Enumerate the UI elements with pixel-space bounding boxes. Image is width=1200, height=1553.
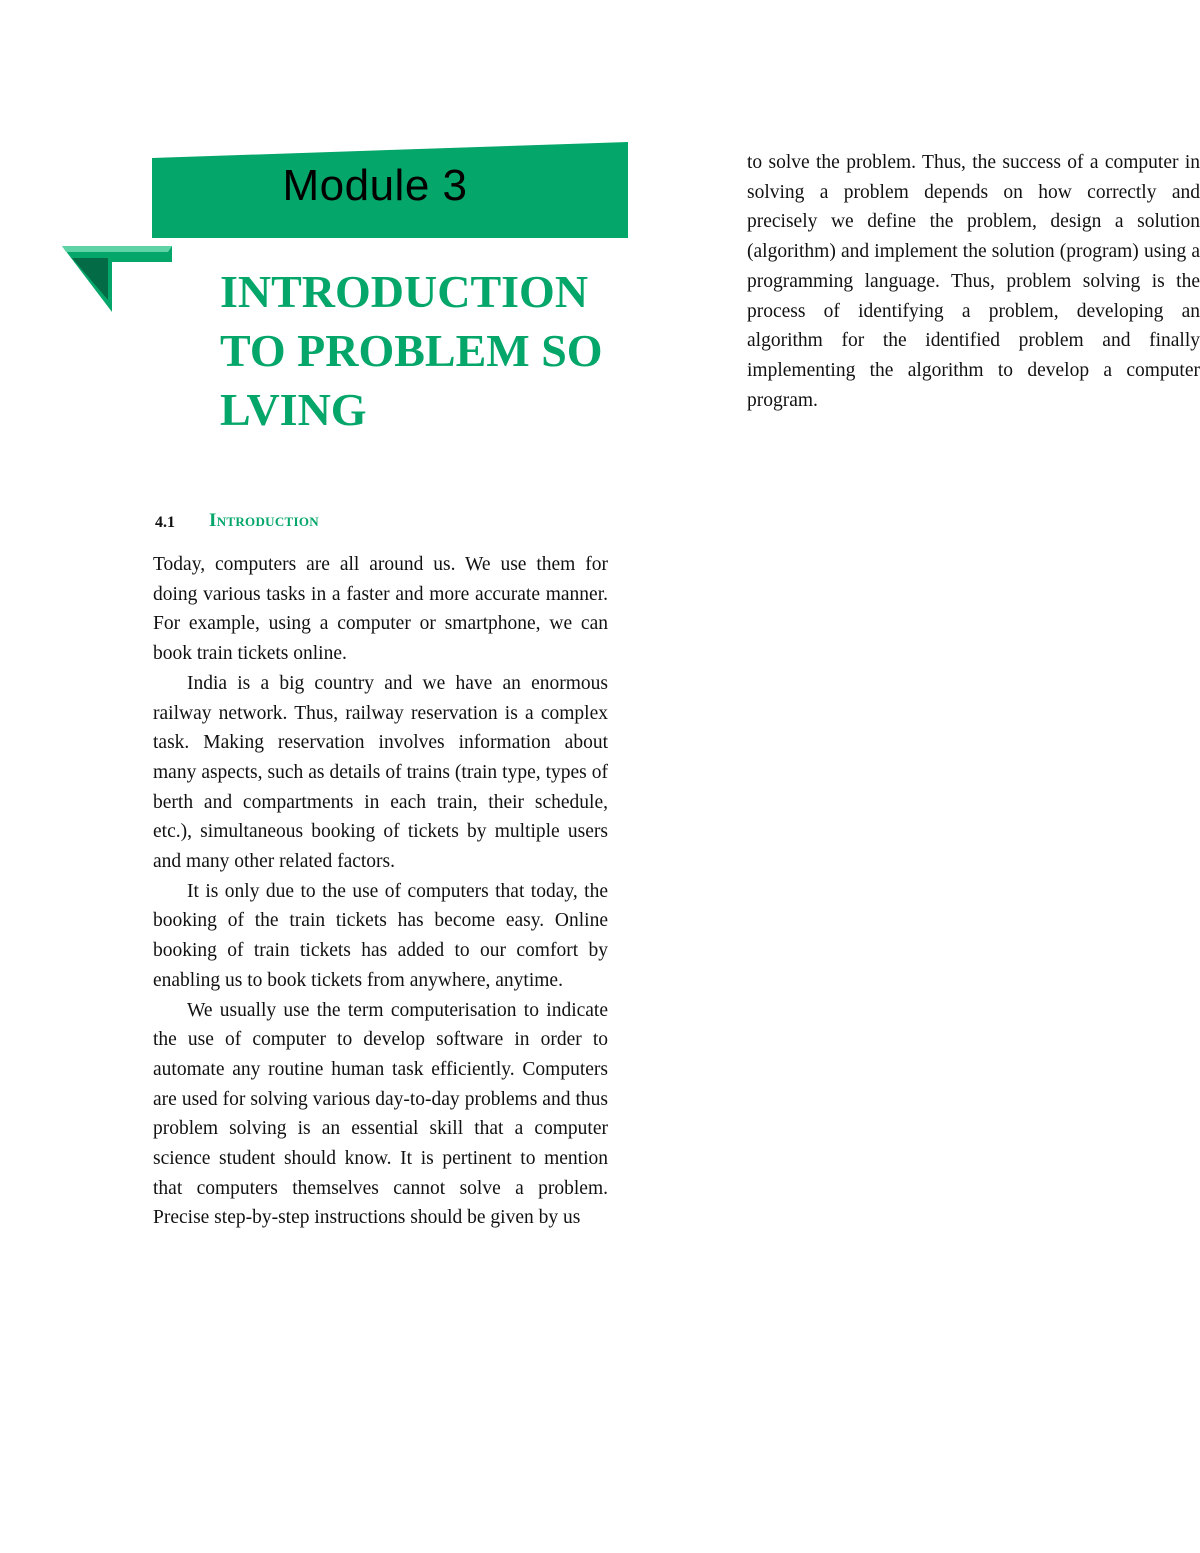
section-title: Introduction <box>209 510 319 531</box>
ribbon-fold <box>62 246 172 312</box>
paragraph: to solve the problem. Thus, the success of a computer in solving a problem depends on how correctly and precisely we define the problem, design a solution (algorithm) and implement the solution (program) using a programming language. Thus, problem solving is the process of identifying a problem, developing an algorithm for the identified problem and finally implementing the algorithm to develop a computer program. <box>747 152 1200 411</box>
right-column <box>747 148 1200 415</box>
paragraph: India is a big country and we have an enormous railway network. Thus, railway reservation is a complex task. Making reservation involves information about many aspects, such as details of trains (train type, types of berth and compartments in each train, their schedule, etc.), simultaneous booking of tickets by multiple users and many other related factors. <box>153 672 608 873</box>
module-label: Module 3 <box>282 161 468 210</box>
paragraph: Today, computers are all around us. We use them for doing various tasks in a faster and more accurate manner. For example, using a computer or smartphone, we can book train tickets online. <box>153 554 608 665</box>
section-heading <box>155 510 615 538</box>
paragraph: It is only due to the use of computers that today, the booking of the train tickets has become easy. Online booking of train tickets has added to our comfort by enabling us to book tickets from anywhere, anytime. <box>153 880 608 991</box>
section-number: 4.1 <box>155 514 175 531</box>
paragraph: We usually use the term computerisation to indicate the use of computer to develop software in order to automate any routine human task efficiently. Computers are used for solving various day-to-day problems and thus problem solving is an essential skill that a computer science student should know. It is pertinent to mention that computers themselves cannot solve a problem. Precise step-by-step instructions should be given by us <box>153 999 608 1229</box>
chapter-title: INTRODUCTION TO PROBLEM SOLVING <box>220 266 603 435</box>
ribbon-fold-highlight <box>62 246 172 252</box>
left-column <box>153 550 608 1233</box>
